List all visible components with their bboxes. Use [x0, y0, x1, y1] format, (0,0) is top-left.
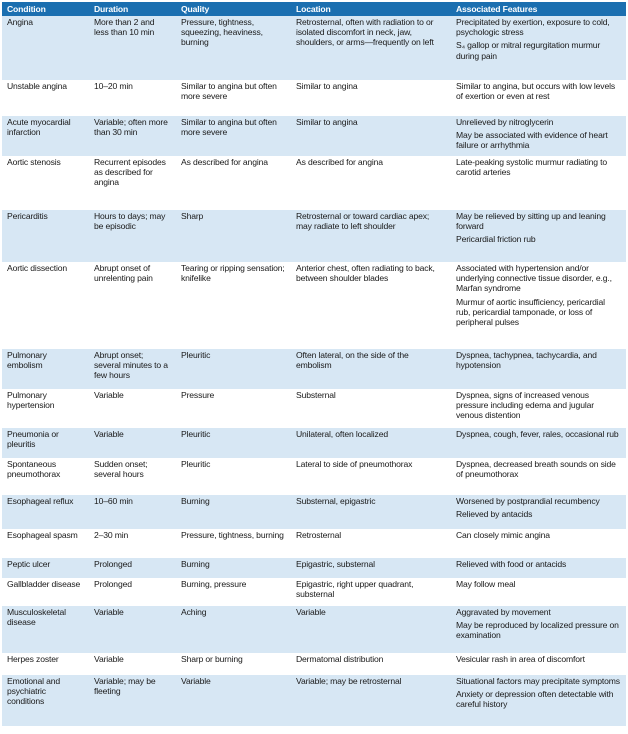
- feature-item: Situational factors may precipitate symptoms: [456, 676, 620, 686]
- location-cell: Similar to angina: [296, 117, 358, 127]
- feature-item: Pericardial friction rub: [456, 234, 536, 245]
- associated-features-cell: [451, 558, 626, 578]
- location-cell: Retrosternal, often with radiation to or isolated discomfort in neck, jaw, shoulders, or arms—frequently on left: [296, 17, 434, 48]
- location-cell: Similar to angina: [296, 81, 358, 91]
- feature-item: Vesicular rash in area of discomfort: [456, 654, 585, 664]
- feature-item: Dyspnea, cough, fever, rales, occasional rub: [456, 429, 619, 439]
- duration-cell: More than 2 and less than 10 min: [94, 17, 155, 38]
- condition-cell: Esophageal spasm: [7, 530, 78, 540]
- table-row: [2, 349, 626, 389]
- condition-cell: Herpes zoster: [7, 654, 59, 664]
- location-cell: Substernal, epigastric: [296, 496, 376, 506]
- condition-cell: Pulmonary embolism: [7, 350, 47, 371]
- condition-cell: Peptic ulcer: [7, 559, 51, 569]
- condition-cell: Pulmonary hypertension: [7, 390, 55, 411]
- associated-features-cell: [451, 116, 626, 156]
- quality-cell: Burning, pressure: [181, 579, 247, 589]
- feature-item: May be associated with evidence of heart failure or arrhythmia: [456, 130, 608, 151]
- feature-item: Murmur of aortic insufficiency, pericardial rub, pericardial tamponade, or loss of peripheral pulses: [456, 296, 605, 328]
- location-cell: Variable: [296, 607, 326, 617]
- quality-cell: Aching: [181, 607, 207, 617]
- table-body: [2, 16, 626, 726]
- quality-cell: Burning: [181, 496, 210, 506]
- feature-item: Dyspnea, tachypnea, tachycardia, and hypotension: [456, 350, 597, 371]
- location-cell: Epigastric, substernal: [296, 559, 375, 569]
- feature-item: Unrelieved by nitroglycerin: [456, 117, 554, 127]
- condition-cell: Esophageal reflux: [7, 496, 74, 506]
- feature-item: Dyspnea, decreased breath sounds on side of pneumothorax: [456, 459, 616, 480]
- table-row: [2, 495, 626, 529]
- feature-item: Dyspnea, signs of increased venous pressure including edema and jugular venous distention: [456, 390, 594, 421]
- feature-item: Precipitated by exertion, exposure to cold, psychologic stress: [456, 17, 610, 38]
- duration-cell: Variable: [94, 607, 124, 617]
- associated-features-cell: [451, 16, 626, 80]
- quality-cell: Pressure, tightness, burning: [181, 530, 284, 540]
- associated-features-cell: [451, 349, 626, 389]
- table-row: [2, 606, 626, 653]
- quality-cell: Burning: [181, 559, 210, 569]
- associated-features-cell: [451, 495, 626, 529]
- location-cell: Lateral to side of pneumothorax: [296, 459, 413, 469]
- feature-item: Worsened by postprandial recumbency: [456, 496, 600, 506]
- condition-cell: Aortic dissection: [7, 263, 68, 273]
- duration-cell: Variable: [94, 429, 124, 439]
- location-cell: Retrosternal or toward cardiac apex; may radiate to left shoulder: [296, 211, 430, 232]
- quality-cell: Variable: [181, 676, 211, 686]
- table-row: [2, 210, 626, 262]
- quality-cell: Pleuritic: [181, 459, 211, 469]
- location-cell: Anterior chest, often radiating to back, between shoulder blades: [296, 263, 435, 284]
- duration-cell: Variable; may be fleeting: [94, 676, 156, 697]
- duration-cell: Recurrent episodes as described for angina: [94, 157, 166, 188]
- feature-item: Associated with hypertension and/or underlying connective tissue disorder, e.g., Marfan syndrome: [456, 263, 612, 294]
- associated-features-cell: [451, 156, 626, 210]
- table-row: [2, 16, 626, 80]
- feature-item: S₄ gallop or mitral regurgitation murmur during pain: [456, 40, 601, 61]
- feature-item: May be relieved by sitting up and leaning forward: [456, 211, 606, 232]
- associated-features-cell: [451, 578, 626, 606]
- associated-features-cell: [451, 428, 626, 458]
- location-cell: Often lateral, on the side of the embolism: [296, 350, 409, 371]
- quality-cell: Tearing or ripping sensation; knifelike: [181, 263, 285, 284]
- feature-item: Relieved with food or antacids: [456, 559, 567, 569]
- condition-cell: Pericarditis: [7, 211, 48, 221]
- associated-features-cell: [451, 262, 626, 349]
- condition-cell: Musculoskeletal disease: [7, 607, 66, 628]
- associated-features-cell: [451, 675, 626, 726]
- feature-item: Aggravated by movement: [456, 607, 551, 617]
- duration-cell: Hours to days; may be episodic: [94, 211, 166, 232]
- feature-item: Anxiety or depression often detectable with careful history: [456, 689, 614, 710]
- quality-cell: Pressure: [181, 390, 215, 400]
- table-row: [2, 653, 626, 675]
- associated-features-cell: [451, 80, 626, 116]
- condition-cell: Angina: [7, 17, 33, 27]
- quality-cell: Pressure, tightness, squeezing, heaviness, burning: [181, 17, 263, 48]
- table-row: [2, 529, 626, 558]
- table-row: [2, 675, 626, 726]
- feature-item: May follow meal: [456, 579, 516, 589]
- quality-cell: Pleuritic: [181, 350, 211, 360]
- location-cell: Retrosternal: [296, 530, 342, 540]
- condition-cell: Acute myocardial infarction: [7, 117, 71, 138]
- location-cell: Epigastric, right upper quadrant, substernal: [296, 579, 414, 600]
- quality-cell: Sharp or burning: [181, 654, 243, 664]
- duration-cell: Variable: [94, 654, 124, 664]
- location-cell: Substernal: [296, 390, 336, 400]
- condition-cell: Gallbladder disease: [7, 579, 81, 589]
- location-cell: Unilateral, often localized: [296, 429, 388, 439]
- feature-item: Similar to angina, but occurs with low levels of exertion or even at rest: [456, 81, 615, 102]
- condition-cell: Spontaneous pneumothorax: [7, 459, 61, 480]
- associated-features-cell: [451, 653, 626, 675]
- table-row: [2, 458, 626, 495]
- quality-cell: Similar to angina but often more severe: [181, 81, 277, 102]
- duration-cell: Abrupt onset of unrelenting pain: [94, 263, 153, 284]
- header-associated-features: Associated Features: [456, 4, 538, 14]
- table-row: [2, 428, 626, 458]
- quality-cell: Pleuritic: [181, 429, 211, 439]
- condition-cell: Unstable angina: [7, 81, 67, 91]
- duration-cell: 10–20 min: [94, 81, 133, 91]
- associated-features-cell: [451, 529, 626, 558]
- chest-pain-table: [2, 2, 626, 726]
- duration-cell: 2–30 min: [94, 530, 129, 540]
- location-cell: As described for angina: [296, 157, 383, 167]
- quality-cell: Similar to angina but often more severe: [181, 117, 277, 138]
- location-cell: Variable; may be retrosternal: [296, 676, 402, 686]
- condition-cell: Aortic stenosis: [7, 157, 61, 167]
- table-row: [2, 116, 626, 156]
- duration-cell: Sudden onset; several hours: [94, 459, 148, 480]
- condition-cell: Pneumonia or pleuritis: [7, 429, 59, 450]
- table-row: [2, 156, 626, 210]
- duration-cell: Variable: [94, 390, 124, 400]
- duration-cell: Prolonged: [94, 579, 132, 589]
- header-location: Location: [296, 4, 331, 14]
- feature-item: Relieved by antacids: [456, 509, 533, 520]
- header-quality: Quality: [181, 4, 210, 14]
- associated-features-cell: [451, 606, 626, 653]
- condition-cell: Emotional and psychiatric conditions: [7, 676, 60, 707]
- associated-features-cell: [451, 389, 626, 428]
- header-duration: Duration: [94, 4, 129, 14]
- feature-item: May be reproduced by localized pressure on examination: [456, 620, 619, 641]
- table-row: [2, 389, 626, 428]
- feature-item: Can closely mimic angina: [456, 530, 550, 540]
- table-header: [2, 2, 626, 16]
- table-row: [2, 558, 626, 578]
- duration-cell: Prolonged: [94, 559, 132, 569]
- quality-cell: As described for angina: [181, 157, 268, 167]
- quality-cell: Sharp: [181, 211, 204, 221]
- duration-cell: 10–60 min: [94, 496, 133, 506]
- feature-item: Late-peaking systolic murmur radiating to carotid arteries: [456, 157, 607, 178]
- associated-features-cell: [451, 210, 626, 262]
- table-row: [2, 578, 626, 606]
- associated-features-cell: [451, 458, 626, 495]
- duration-cell: Variable; often more than 30 min: [94, 117, 168, 138]
- location-cell: Dermatomal distribution: [296, 654, 384, 664]
- table-row: [2, 262, 626, 349]
- header-condition: Condition: [7, 4, 46, 14]
- table-row: [2, 80, 626, 116]
- duration-cell: Abrupt onset; several minutes to a few hours: [94, 350, 168, 381]
